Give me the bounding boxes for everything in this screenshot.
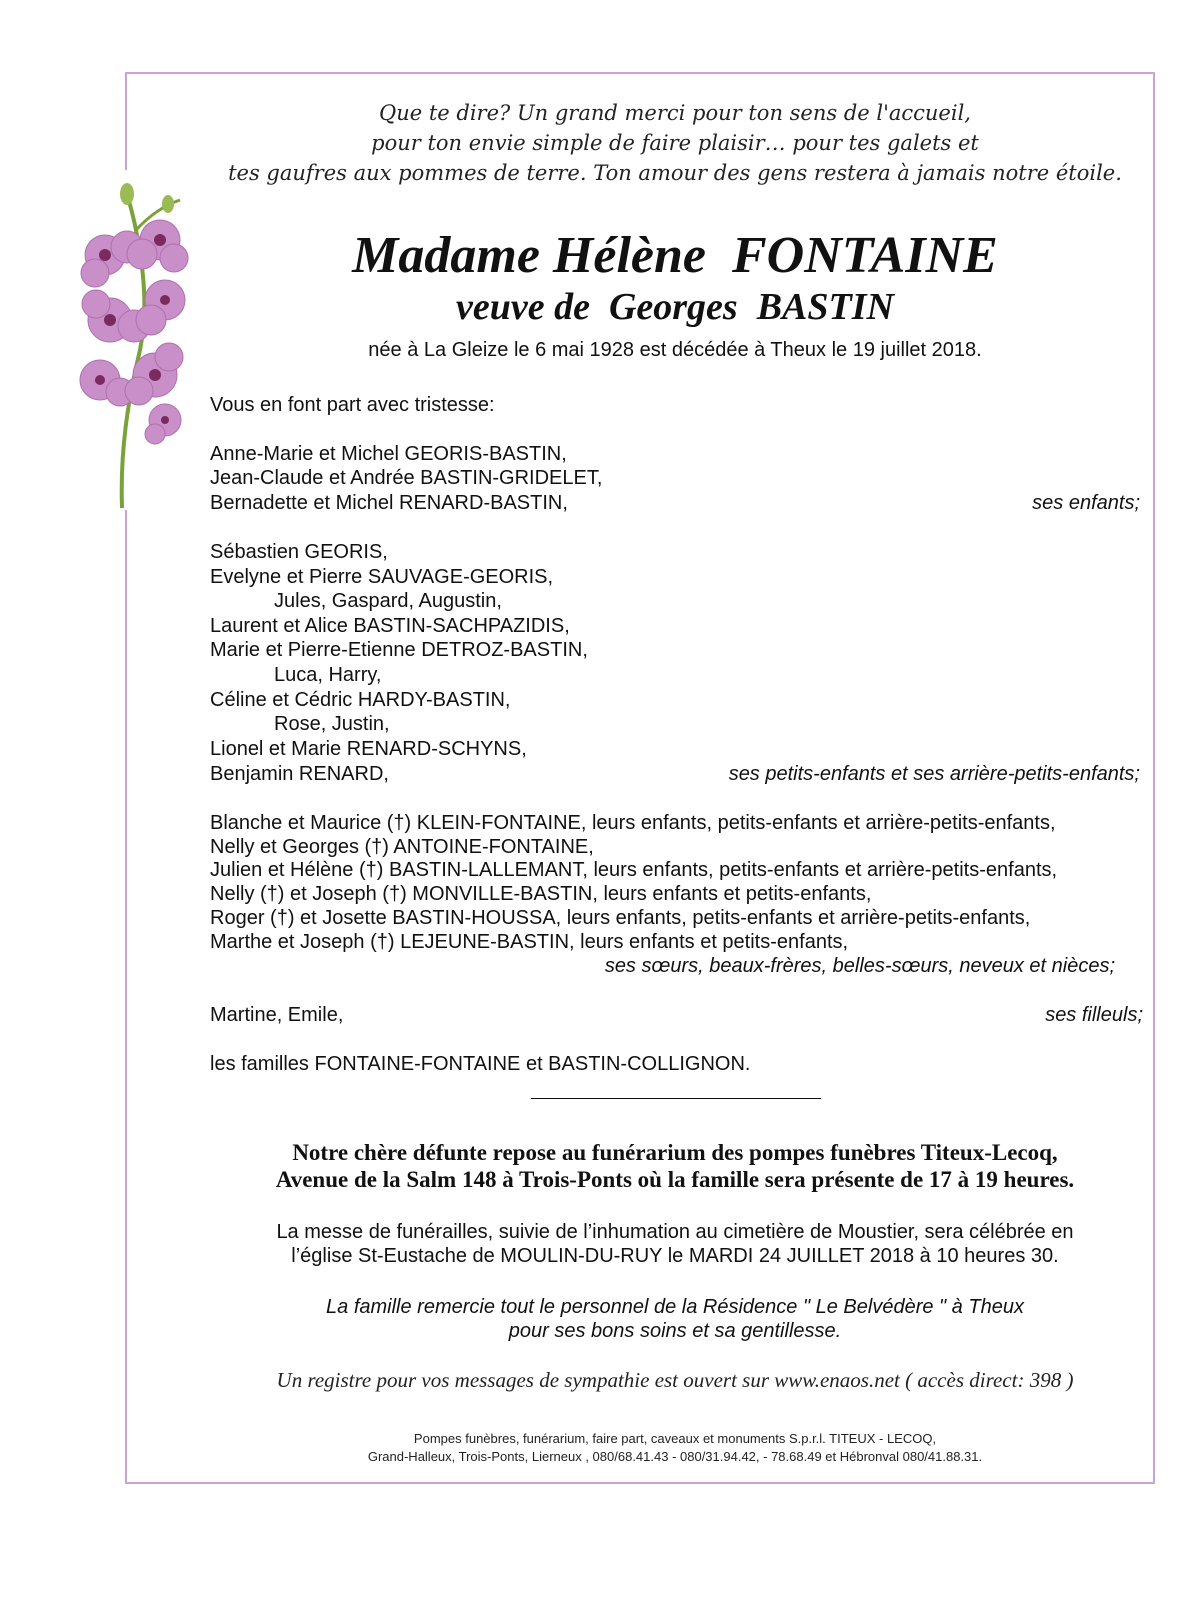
repose-line-2: Avenue de la Salm 148 à Trois-Ponts où la famille sera présente de 17 à 19 heures. (275, 1167, 1075, 1192)
sibling-line: Nelly (†) et Joseph (†) MONVILLE-BASTIN, leurs enfants et petits-enfants, (210, 883, 872, 905)
mass-line-2: l’église St-Eustache de MOULIN-DU-RUY le MARDI 24 JUILLET 2018 à 10 heures 30. (291, 1245, 1059, 1267)
poem-line-1: Que te dire? Un grand merci pour ton sens de l'accueil, (379, 101, 971, 125)
great-grandchild-line: Luca, Harry, (274, 664, 382, 686)
grandchild-line: Lionel et Marie RENARD-SCHYNS, (210, 738, 527, 760)
footer-line-1: Pompes funèbres, funérarium, faire part, caveaux et monuments S.p.r.l. TITEUX - LECOQ, (413, 1431, 937, 1446)
grandchild-line: Laurent et Alice BASTIN-SACHPAZIDIS, (210, 615, 570, 637)
grandchild-line: Céline et Cédric HARDY-BASTIN, (210, 689, 511, 711)
sibling-line: Nelly et Georges (†) ANTOINE-FONTAINE, (210, 836, 594, 858)
registry-line: Un registre pour vos messages de sympathie est ouvert sur www.enaos.net ( accès direct: 398 ) (276, 1368, 1074, 1392)
thanks-line-2: pour ses bons soins et sa gentillesse. (508, 1320, 842, 1342)
sibling-line: Roger (†) et Josette BASTIN-HOUSSA, leurs enfants, petits-enfants et arrière-petits-enfants, (210, 907, 1031, 929)
spouse-line: veuve de Georges BASTIN (456, 286, 894, 328)
great-grandchild-line: Jules, Gaspard, Augustin, (274, 590, 502, 612)
grandchild-line: Sébastien GEORIS, (210, 541, 388, 563)
sibling-line: Blanche et Maurice (†) KLEIN-FONTAINE, leurs enfants, petits-enfants et arrière-petits-enfants, (210, 812, 1056, 834)
sibling-line: Marthe et Joseph (†) LEJEUNE-BASTIN, leurs enfants et petits-enfants, (210, 931, 849, 953)
grandchild-line: Benjamin RENARD, (210, 763, 389, 785)
mass-line-1: La messe de funérailles, suivie de l’inhumation au cimetière de Moustier, sera célébrée en (276, 1221, 1074, 1243)
grandchildren-label: ses petits-enfants et ses arrière-petits-enfants; (728, 763, 1140, 785)
thanks-line-1: La famille remercie tout le personnel de la Résidence " Le Belvédère " à Theux (326, 1296, 1024, 1318)
godchildren-label: ses filleuls; (1045, 1004, 1143, 1026)
grandchild-line: Evelyne et Pierre SAUVAGE-GEORIS, (210, 566, 554, 588)
child-line: Bernadette et Michel RENARD-BASTIN, (210, 492, 568, 514)
great-grandchild-line: Rose, Justin, (274, 713, 390, 735)
families-line: les familles FONTAINE-FONTAINE et BASTIN-COLLIGNON. (210, 1053, 751, 1075)
separator-rule (531, 1098, 821, 1099)
deceased-name: Madame Hélène FONTAINE (352, 227, 998, 284)
footer-line-2: Grand-Halleux, Trois-Ponts, Lierneux , 080/68.41.43 - 080/31.94.42, - 78.68.49 et Hébronval 080/41.88.31. (367, 1449, 983, 1464)
intro-line: Vous en font part avec tristesse: (210, 394, 495, 416)
repose-line-1: Notre chère défunte repose au funérarium des pompes funèbres Titeux-Lecoq, (292, 1140, 1058, 1165)
godchildren-line: Martine, Emile, (210, 1004, 344, 1026)
grandchild-line: Marie et Pierre-Etienne DETROZ-BASTIN, (210, 639, 588, 661)
birth-death-line: née à La Gleize le 6 mai 1928 est décédée à Theux le 19 juillet 2018. (368, 339, 982, 361)
poem-line-3: tes gaufres aux pommes de terre. Ton amour des gens restera à jamais notre étoile. (228, 161, 1122, 185)
child-line: Jean-Claude et Andrée BASTIN-GRIDELET, (210, 467, 603, 489)
poem-line-2: pour ton envie simple de faire plaisir… pour tes galets et (371, 131, 979, 155)
children-label: ses enfants; (1032, 492, 1140, 514)
child-line: Anne-Marie et Michel GEORIS-BASTIN, (210, 443, 567, 465)
siblings-label: ses sœurs, beaux-frères, belles-sœurs, neveux et nièces; (604, 955, 1115, 977)
sibling-line: Julien et Hélène (†) BASTIN-LALLEMANT, leurs enfants, petits-enfants et arrière-petits-enfants, (210, 859, 1058, 881)
